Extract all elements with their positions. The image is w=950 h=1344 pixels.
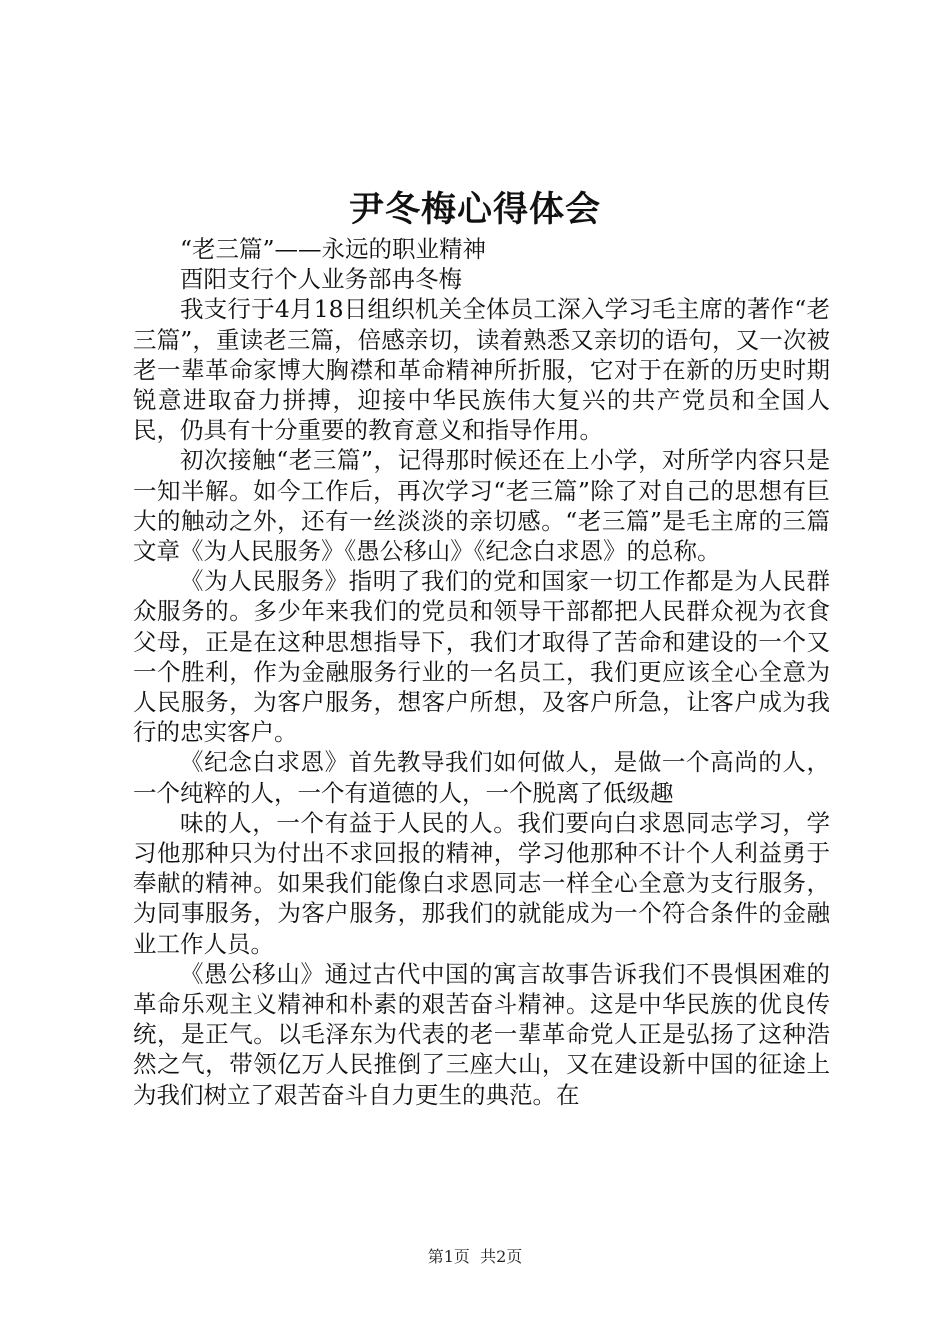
- subtitle-line: “老三篇”——永远的职业精神: [180, 235, 487, 263]
- document-title: 尹冬梅心得体会: [348, 189, 601, 230]
- document-body: [133, 234, 830, 1110]
- body-paragraph: 味的人，一个有益于人民的人。我们要向白求恩同志学习，学习他那种只为付出不求回报的精神，学习他那种不计个人利益勇于奉献的精神。如果我们能像白求恩同志一样全心全意为支行服务，为同事服务，为客户服务，那我们的就能成为一个符合条件的金融业工作人员。: [133, 808, 830, 958]
- page-footer: [0, 1247, 950, 1267]
- page-total: 共2页: [480, 1247, 523, 1266]
- body-paragraph: 《愚公移山》通过古代中国的寓言故事告诉我们不畏惧困难的革命乐观主义精神和朴素的艰苦奋斗精神。这是中华民族的优良传统，是正气。以毛泽东为代表的老一辈革命党人正是弘扬了这种浩然之气，带领亿万人民推倒了三座大山，又在建设新中国的征途上为我们树立了艰苦奋斗自力更生的典范。在: [133, 959, 830, 1109]
- body-paragraph: 我支行于4月18日组织机关全体员工深入学习毛主席的著作“老三篇”，重读老三篇，倍感亲切，读着熟悉又亲切的语句，又一次被老一辈革命家博大胸襟和革命精神所折服，它对于在新的历史时期锐意进取奋力拼搏，迎接中华民族伟大复兴的共产党员和全国人民，仍具有十分重要的教育意义和指导作用。: [133, 295, 830, 445]
- body-paragraph: 初次接触“老三篇”，记得那时候还在上小学，对所学内容只是一知半解。如今工作后，再次学习“老三篇”除了对自己的思想有巨大的触动之外，还有一丝淡淡的亲切感。“老三篇”是毛主席的三篇文章《为人民服务》《愚公移山》《纪念白求恩》的总称。: [133, 446, 830, 566]
- body-paragraph: 《为人民服务》指明了我们的党和国家一切工作都是为人民群众服务的。多少年来我们的党员和领导干部都把人民群众视为衣食父母，正是在这种思想指导下，我们才取得了苦命和建设的一个又一个胜利，作为金融服务行业的一名员工，我们更应该全心全意为人民服务，为客户服务，想客户所想，及客户所急，让客户成为我行的忠实客户。: [133, 567, 830, 747]
- page-number: 第1页: [427, 1247, 470, 1266]
- author-line: 酉阳支行个人业务部冉冬梅: [180, 265, 462, 294]
- body-paragraph: 《纪念白求恩》首先教导我们如何做人，是做一个高尚的人，一个纯粹的人，一个有道德的人，一个脱离了低级趣: [133, 748, 830, 807]
